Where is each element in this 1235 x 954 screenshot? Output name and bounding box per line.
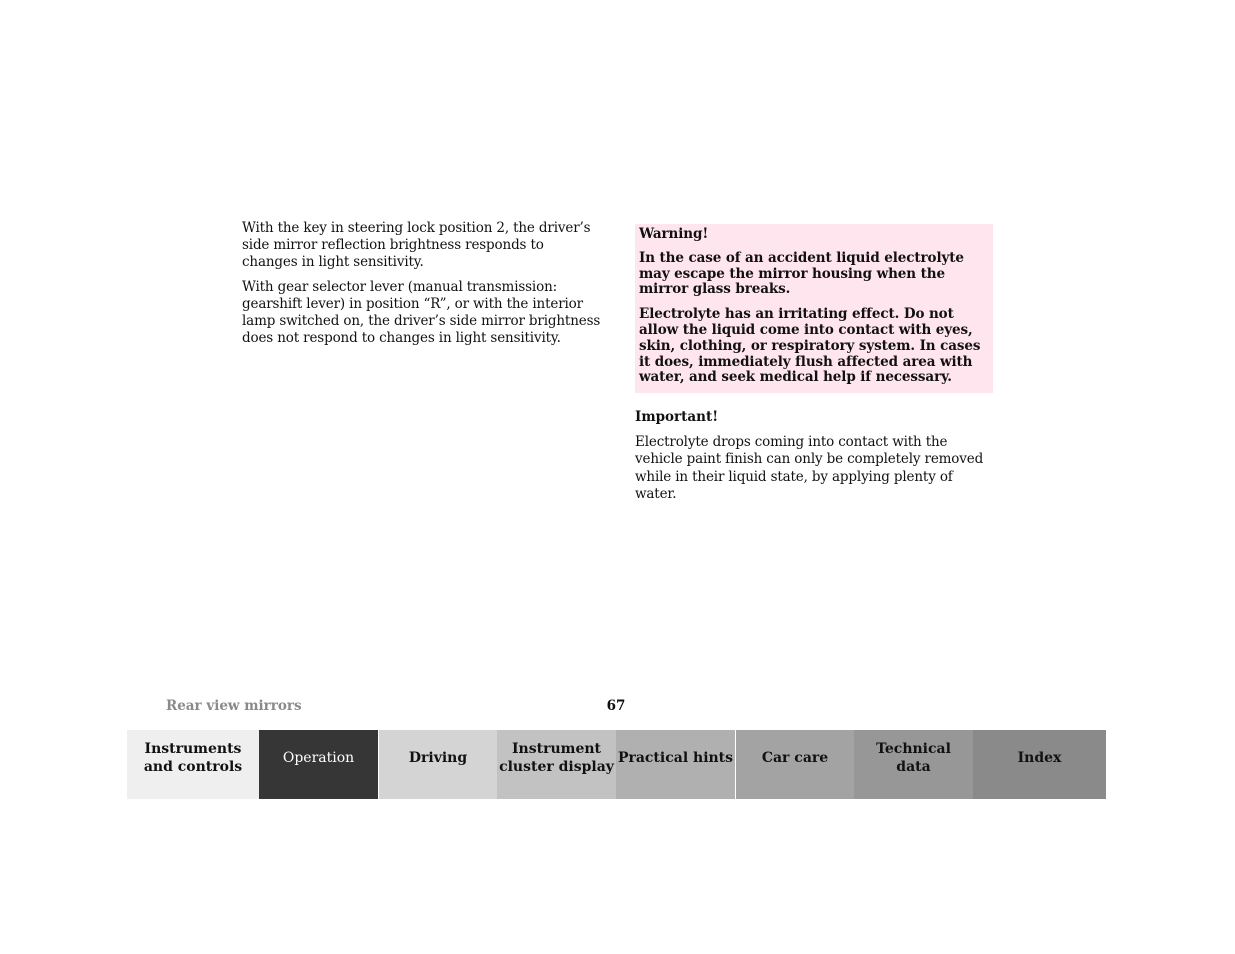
tab-instrument-cluster-display[interactable] bbox=[497, 730, 616, 799]
warning-paragraph-accident: In the case of an accident liquid electrolyte may escape the mirror housing when the mirror glass breaks. bbox=[639, 249, 964, 298]
tab-label: Driving bbox=[408, 749, 468, 766]
tab-label: Index bbox=[1017, 749, 1062, 766]
tab-label: Instrument cluster display bbox=[499, 740, 614, 775]
paragraph-gear-selector: With gear selector lever (manual transmission: gearshift lever) in position “R”, or with the interior lamp switched on, the driver’s side mirror brightness does not respond to changes in light sensitivity. bbox=[242, 278, 601, 347]
chapter-nav bbox=[127, 730, 1106, 799]
left-column bbox=[242, 220, 602, 354]
tab-car-care[interactable] bbox=[735, 730, 854, 799]
tab-technical-data[interactable] bbox=[854, 730, 973, 799]
important-text: Electrolyte drops coming into contact with the vehicle paint finish can only be completely removed while in their liquid state, by applying plenty of water. bbox=[635, 434, 984, 502]
tab-label: Instruments and controls bbox=[143, 740, 243, 775]
tab-practical-hints[interactable] bbox=[616, 730, 735, 799]
paragraph-key-position: With the key in steering lock position 2, the driver’s side mirror reflection brightness responds to changes in light sensitivity. bbox=[242, 220, 591, 271]
important-title: Important! bbox=[635, 409, 719, 426]
warning-box bbox=[635, 224, 993, 393]
tab-driving[interactable] bbox=[378, 730, 497, 799]
tab-instruments-and-controls[interactable] bbox=[127, 730, 259, 799]
right-column bbox=[635, 224, 993, 503]
section-title: Rear view mirrors bbox=[166, 698, 302, 714]
tab-label: Car care bbox=[761, 749, 829, 766]
page-number: 67 bbox=[606, 698, 626, 714]
warning-title: Warning! bbox=[639, 226, 709, 242]
tab-index[interactable] bbox=[973, 730, 1106, 799]
tab-label: Practical hints bbox=[617, 749, 734, 766]
tab-label: Technical data bbox=[876, 740, 951, 775]
warning-paragraph-irritation: Electrolyte has an irritating effect. Do not allow the liquid come into contact with eyes, skin, clothing, or respiratory system. In cases it does, immediately flush affected area with water, and seek medical help if necessary. bbox=[639, 306, 981, 386]
tab-label: Operation bbox=[282, 749, 355, 766]
tab-operation[interactable] bbox=[259, 730, 378, 799]
